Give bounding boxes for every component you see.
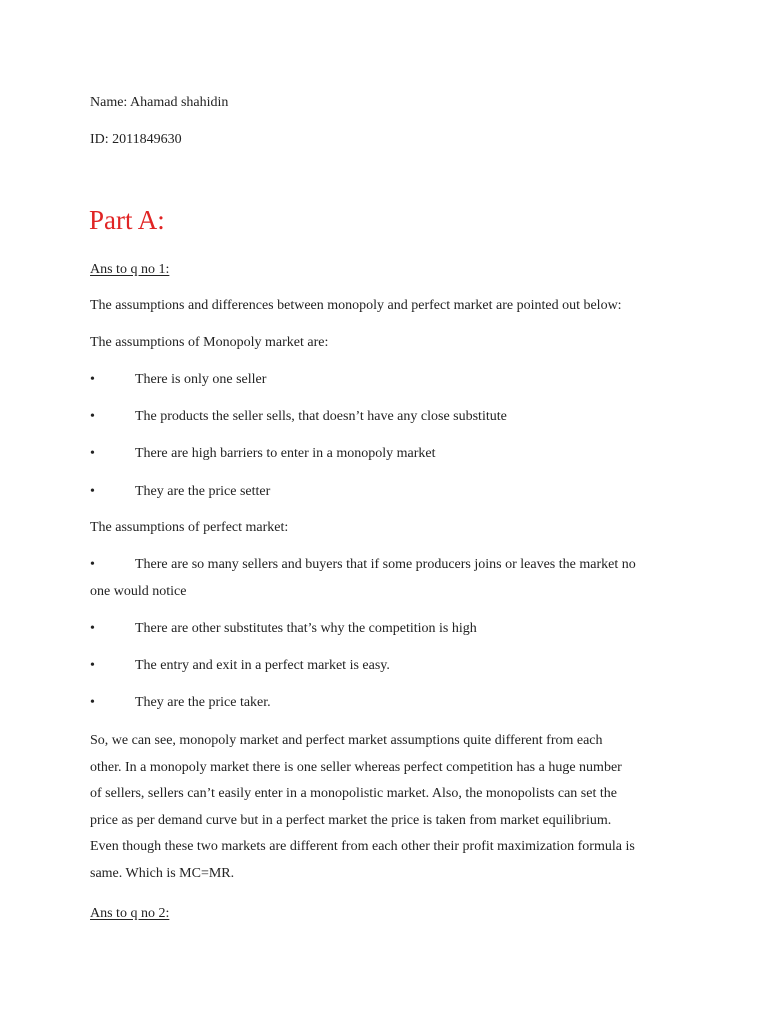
answer-2-label: Ans to q no 2: — [90, 906, 170, 921]
part-a-heading: Part A: — [89, 205, 165, 235]
monopoly-point: They are the price setter — [135, 484, 271, 499]
conclusion-line: So, we can see, monopoly market and perfect market assumptions quite different from each — [90, 733, 603, 748]
bullet-icon: • — [90, 484, 95, 499]
perfect-point: They are the price taker. — [135, 695, 271, 710]
student-id: ID: 2011849630 — [90, 132, 182, 147]
bullet-icon: • — [90, 695, 95, 710]
bullet-icon: • — [90, 446, 95, 461]
conclusion-line: price as per demand curve but in a perfect market the price is taken from market equilibrium. — [90, 812, 612, 828]
monopoly-heading: The assumptions of Monopoly market are: — [90, 335, 329, 350]
bullet-icon: • — [90, 658, 95, 673]
monopoly-point: There are high barriers to enter in a monopoly market — [135, 446, 436, 461]
conclusion-line: Even though these two markets are different from each other their profit maximization formula is — [90, 839, 635, 855]
monopoly-point: The products the seller sells, that doesn’t have any close substitute — [135, 409, 507, 424]
intro-text: The assumptions and differences between monopoly and perfect market are pointed out below: — [90, 298, 622, 313]
perfect-point-continuation: one would notice — [90, 584, 187, 599]
perfect-point: There are so many sellers and buyers that if some producers joins or leaves the market no — [135, 557, 636, 572]
conclusion-line: same. Which is MC=MR. — [90, 865, 235, 881]
perfect-point: The entry and exit in a perfect market is easy. — [135, 658, 390, 673]
conclusion-paragraph — [90, 728, 690, 888]
bullet-icon: • — [90, 557, 95, 572]
monopoly-point: There is only one seller — [135, 372, 267, 387]
perfect-point: There are other substitutes that’s why the competition is high — [135, 621, 477, 636]
bullet-icon: • — [90, 621, 95, 636]
conclusion-line: other. In a monopoly market there is one seller whereas perfect competition has a huge number — [90, 759, 622, 775]
answer-1-label: Ans to q no 1: — [90, 262, 170, 277]
bullet-icon: • — [90, 372, 95, 387]
student-name: Name: Ahamad shahidin — [90, 95, 229, 110]
perfect-heading: The assumptions of perfect market: — [90, 520, 289, 535]
bullet-icon: • — [90, 409, 95, 424]
conclusion-line: of sellers, sellers can’t easily enter in a monopolistic market. Also, the monopolists can set the — [90, 786, 617, 802]
